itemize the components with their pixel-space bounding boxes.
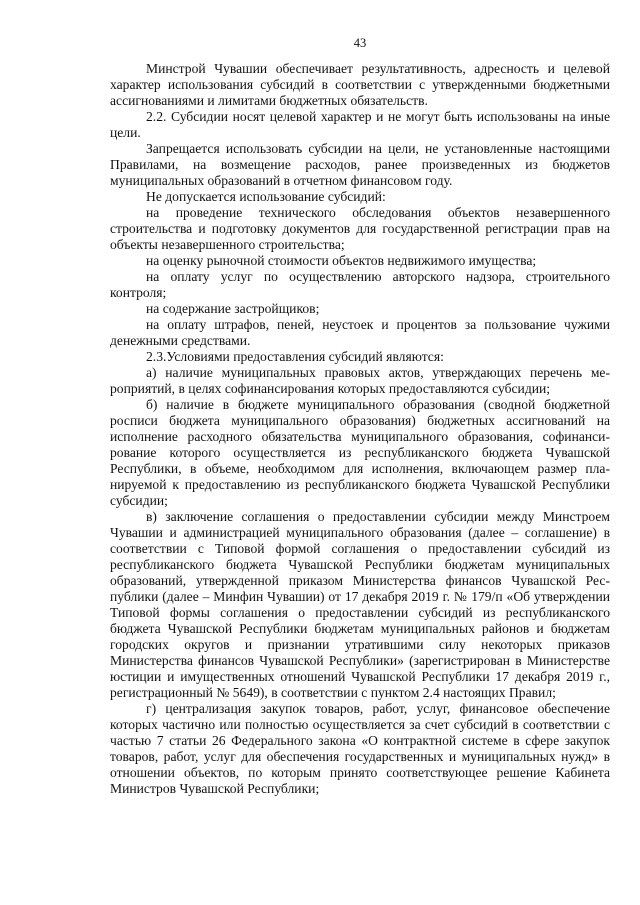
page-number: 43 (353, 36, 367, 50)
paragraph-item-supervision: на оплату услуг по осуществлению авторского надзора, строительного контроля; (110, 269, 610, 300)
paragraph-not-allowed-heading: Не допускается использование субсидий: (146, 189, 386, 204)
paragraph-condition-g: г) централизация закупок товаров, работ, услуг, финансовое обеспечение которых частично или полностью осуществляется за счет субсидий в соответствии с частью 7 статьи 26 Федерального закона «О контрактной системе в сфере закупок товаров, работ, услуг для обеспечения государственных и муниципальных нужд» в отношении объектов, по которым принято соответствующее решение Кабинета Министров Чувашской Республики; (110, 701, 610, 796)
paragraph-results: Минстрой Чувашии обеспечивает результативность, адресность и целевой характер использования субсидий в соответствии с утвержденными бюджетными ассигнованиями и лимитами бюджетных обязательств. (110, 61, 610, 108)
paragraph-2-2: 2.2. Субсидии носят целевой характер и не могут быть использованы на иные цели. (110, 109, 610, 140)
paragraph-item-developers: на содержание застройщиков; (146, 301, 320, 316)
paragraph-item-penalties: на оплату штрафов, пеней, неустоек и процентов за пользование чужими денежными средствами. (110, 317, 610, 348)
paragraph-item-valuation: на оценку рыночной стоимости объектов недвижимого имущества; (146, 253, 537, 268)
paragraph-2-3: 2.3.Условиями предоставления субсидий являются: (146, 349, 444, 364)
paragraph-condition-a: а) наличие муниципальных правовых актов, утверждающих перечень мероприятий, в целях софинансирования которых предоставляются субсидии; (110, 365, 610, 396)
paragraph-condition-v: в) заключение соглашения о предоставлении субсидии между Минстроем Чувашии и администрацией муниципального образования (далее – соглашение) в соответствии с Типовой формой соглашения о предоставлении субсидий из республиканского бюджета Чувашской Республики бюджетам муниципальных образований, утвержденной приказом Министерства финансов Чувашской Республики (далее – Минфин Чувашии) от 17 декабря 2019 г. № 179/п «Об утверждении Типовой формы соглашения о предоставлении субсидий из республиканского бюджета Чувашской Республики бюджетам муниципальных районов и бюджетам городских округов и признании утратившими силу некоторых приказов Министерства финансов Чувашской Республики» (зарегистрирован в Министерстве юстиции и имущественных отношений Чувашской Республики 17 декабря 2019 г., регистрационный № 5649), в соответствии с пунктом 2.4 настоящих Правил; (110, 509, 610, 700)
paragraph-item-inspection: на проведение технического обследования объектов незавершенного строительства и подготовку документов для государственной регистрации прав на объекты незавершенного строительства; (110, 205, 610, 252)
paragraph-prohibited-use: Запрещается использовать субсидии на цели, не установленные настоящими Правилами, на возмещение расходов, ранее произведенных из бюджетов муниципальных образований в отчетном финансовом году. (110, 141, 610, 188)
paragraph-condition-b: б) наличие в бюджете муниципального образования (сводной бюджетной росписи бюджета муниципального образования) бюджетных ассигнований на исполнение расходного обязательства муниципального образования, софинансирование которого осуществляется из республиканского бюджета Чувашской Республики, в объеме, необходимом для исполнения, включающем размер планируемой к предоставлению из республиканского бюджета Чувашской Республики субсидии; (110, 397, 610, 508)
